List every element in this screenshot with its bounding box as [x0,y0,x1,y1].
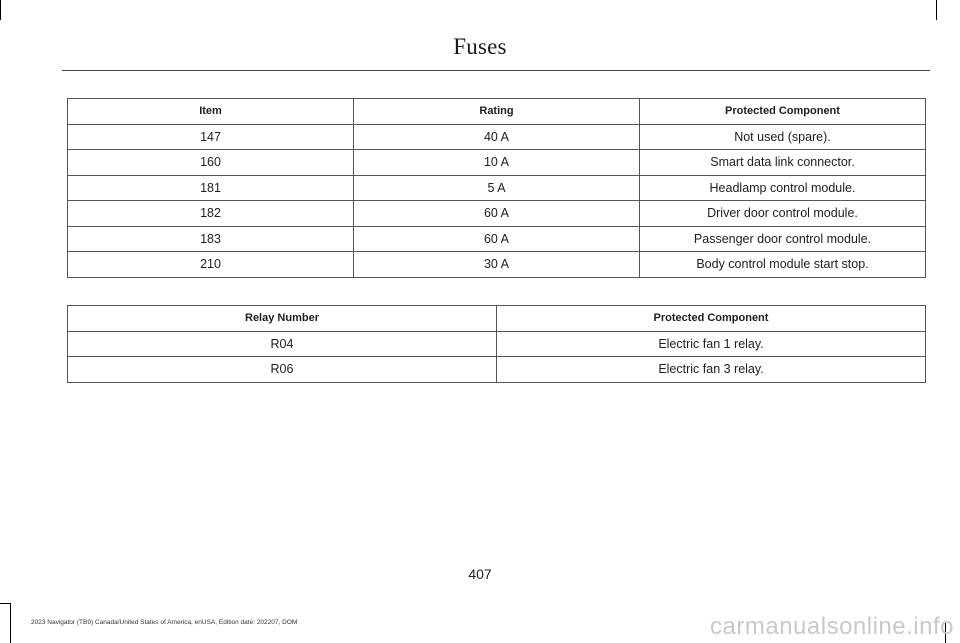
relay-number-cell: R06 [68,357,497,383]
rating-cell: 10 A [354,150,640,176]
header-divider [62,70,930,71]
crop-mark [0,0,1,20]
component-cell: Driver door control module. [640,201,926,227]
table-row [68,150,926,176]
component-cell: Smart data link connector. [640,150,926,176]
column-header-rating: Rating [354,99,640,125]
table-header-row [68,99,926,125]
fuse-table [67,98,926,278]
table-row [68,226,926,252]
table-row [68,357,926,383]
column-header-protected-component: Protected Component [640,99,926,125]
component-cell: Body control module start stop. [640,252,926,278]
component-cell: Passenger door control module. [640,226,926,252]
watermark: carmanualsonline.info [710,613,954,640]
page-number: 407 [468,566,492,582]
component-cell: Not used (spare). [640,124,926,150]
component-cell: Electric fan 1 relay. [497,331,926,357]
relay-number-cell: R04 [68,331,497,357]
crop-mark [10,603,11,643]
item-cell: 182 [68,201,354,227]
crop-mark [0,603,11,604]
column-header-relay-number: Relay Number [68,306,497,332]
item-cell: 183 [68,226,354,252]
crop-mark [936,0,937,20]
item-cell: 160 [68,150,354,176]
item-cell: 147 [68,124,354,150]
table-header-row [68,306,926,332]
relay-table [67,305,926,383]
rating-cell: 40 A [354,124,640,150]
rating-cell: 5 A [354,175,640,201]
component-cell: Headlamp control module. [640,175,926,201]
table-row [68,124,926,150]
component-cell: Electric fan 3 relay. [497,357,926,383]
rating-cell: 60 A [354,201,640,227]
column-header-item: Item [68,99,354,125]
page-title: Fuses [453,34,507,59]
table-row [68,331,926,357]
table-row [68,201,926,227]
rating-cell: 60 A [354,226,640,252]
table-row [68,252,926,278]
item-cell: 210 [68,252,354,278]
edition-footer: 2023 Navigator (TB9) Canada/United States of America, enUSA, Edition date: 202207, DOM [31,619,298,626]
item-cell: 181 [68,175,354,201]
column-header-protected-component: Protected Component [497,306,926,332]
rating-cell: 30 A [354,252,640,278]
table-row [68,175,926,201]
